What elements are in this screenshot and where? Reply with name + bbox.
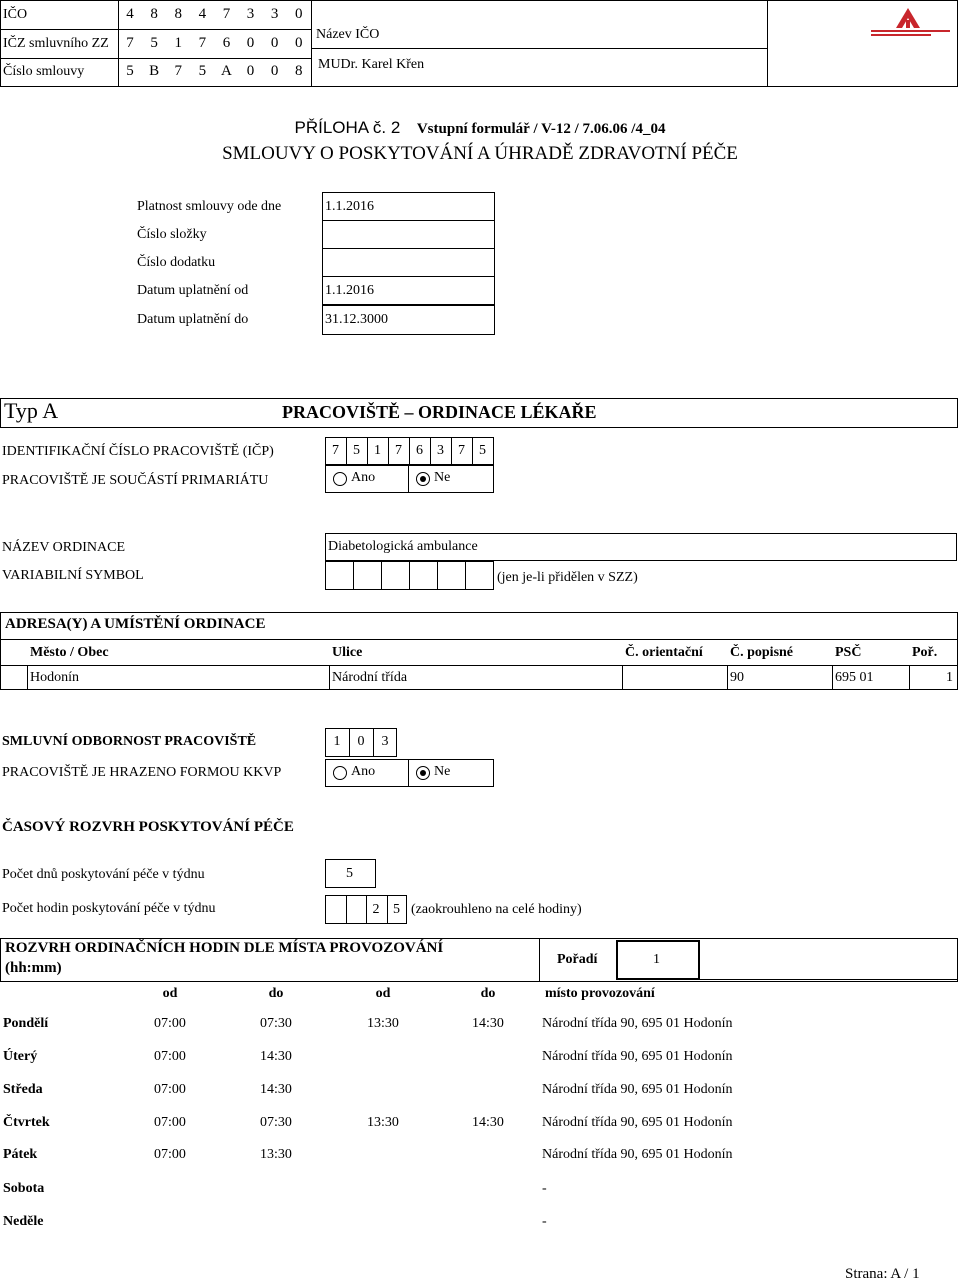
hodiny-digit: 2 [372, 902, 380, 917]
ico-digit: 3 [246, 6, 255, 22]
ordinacni-time: 07:30 [260, 1115, 292, 1130]
nazev-ordinace-label: NÁZEV ORDINACE [2, 540, 126, 555]
divider [0, 29, 311, 30]
icp-digit: 7 [332, 443, 339, 458]
icz-digit: 1 [174, 35, 182, 51]
validity-value: 1.1.2016 [325, 283, 374, 298]
adresa-column-header: Město / Obec [30, 645, 109, 660]
dny-value: 5 [346, 866, 353, 881]
divider [311, 0, 312, 87]
icp-digit: 7 [395, 443, 402, 458]
ordinacni-day: Neděle [3, 1214, 44, 1229]
validity-label: Datum uplatnění do [137, 312, 249, 327]
title-suffix: Vstupní formulář / V-12 / 7.06.06 /4_04 [416, 121, 666, 137]
divider [622, 665, 623, 690]
odbornost-digit: 0 [357, 734, 365, 749]
odbornost-digit: 1 [333, 734, 341, 749]
ico-label: IČO [3, 7, 28, 22]
validity-field[interactable] [322, 248, 495, 277]
title-line1 [0, 118, 960, 138]
ordinacni-day: Pátek [3, 1147, 38, 1162]
adresa-cell: Hodonín [30, 670, 79, 685]
ico-digit: 8 [150, 6, 158, 22]
divider [465, 561, 466, 590]
ico-digit: 3 [270, 6, 279, 22]
ordinacni-column-header: do [268, 986, 284, 1001]
primariat-ne-label: Ne [434, 470, 451, 485]
divider [409, 561, 410, 590]
ordinacni-day: Pondělí [3, 1016, 49, 1031]
adresa-column-header: PSČ [835, 645, 862, 660]
ordinacni-day: Úterý [3, 1049, 38, 1064]
ordinacni-day: Středa [3, 1082, 43, 1097]
icp-digit: 6 [416, 443, 423, 458]
validity-value: 1.1.2016 [325, 199, 374, 214]
ordinacni-misto: Národní třída 90, 695 01 Hodonín [542, 1147, 733, 1162]
kkvp-ano-radio[interactable] [333, 766, 347, 780]
adresa-cell: Národní třída [332, 670, 408, 685]
nazev-ico-value: MUDr. Karel Křen [318, 57, 425, 72]
divider [539, 938, 540, 982]
hodiny-digit: 5 [393, 902, 400, 917]
divider [329, 665, 330, 690]
ico-digit: 4 [198, 6, 207, 22]
ico-digit: 4 [126, 6, 134, 22]
ordinacni-misto: Národní třída 90, 695 01 Hodonín [542, 1115, 733, 1130]
divider [346, 895, 347, 924]
icp-digit: 1 [374, 443, 381, 458]
smlouva-digit: 7 [174, 63, 182, 79]
divider [437, 561, 438, 590]
ordinacni-misto: Národní třída 90, 695 01 Hodonín [542, 1082, 733, 1097]
divider [27, 665, 28, 690]
icz-digit: 7 [198, 35, 207, 51]
ordinacni-time: 14:30 [472, 1016, 504, 1031]
validity-label: Platnost smlouvy ode dne [137, 199, 282, 214]
vzp-logo [868, 6, 953, 40]
icp-digit: 5 [353, 443, 360, 458]
kkvp-label: PRACOVIŠTĚ JE HRAZENO FORMOU KKVP [2, 765, 282, 780]
icp-label: IDENTIFIKAČNÍ ČÍSLO PRACOVIŠTĚ (IČP) [2, 444, 274, 459]
ico-digit: 7 [222, 6, 231, 22]
primariat-ano-radio[interactable] [333, 472, 347, 486]
smlouva-digit: 5 [126, 63, 134, 79]
ordinacni-time: 07:00 [154, 1147, 186, 1162]
divider [381, 561, 382, 590]
dny-label: Počet dnů poskytování péče v týdnu [2, 867, 205, 882]
hodiny-note: (zaokrouhleno na celé hodiny) [411, 902, 582, 917]
divider [832, 665, 833, 690]
divider [727, 665, 728, 690]
divider [767, 0, 768, 87]
ordinacni-day: Sobota [3, 1181, 45, 1196]
ordinacni-misto: Národní třída 90, 695 01 Hodonín [542, 1049, 733, 1064]
adresa-column-header: Č. orientační [625, 645, 703, 660]
vs-label: VARIABILNÍ SYMBOL [2, 568, 144, 583]
adresa-column-header: Ulice [332, 645, 363, 660]
kkvp-ano-label: Ano [351, 764, 376, 779]
typ-label: Typ A [4, 398, 59, 423]
smlouva-digit: B [149, 63, 160, 79]
ordinacni-heading-line1: ROZVRH ORDINAČNÍCH HODIN DLE MÍSTA PROVOZOVÁNÍ [5, 940, 444, 956]
validity-label: Číslo dodatku [137, 255, 216, 270]
vs-note: (jen je-li přidělen v SZZ) [497, 570, 638, 585]
divider [311, 48, 767, 49]
ordinacni-misto: Národní třída 90, 695 01 Hodonín [542, 1016, 733, 1031]
divider [353, 561, 354, 590]
ordinacni-time: 07:00 [154, 1016, 186, 1031]
adresa-cell: 695 01 [835, 670, 874, 685]
divider [408, 759, 409, 787]
ordinacni-time: 13:30 [367, 1115, 399, 1130]
icp-digit: 5 [479, 443, 486, 458]
divider [700, 979, 958, 980]
ordinacni-column-header: do [480, 986, 496, 1001]
typ-heading: PRACOVIŠTĚ – ORDINACE LÉKAŘE [282, 402, 597, 422]
ordinacni-misto: - [542, 1214, 547, 1229]
icz-digit: 0 [270, 35, 279, 51]
kkvp-ne-label: Ne [434, 764, 451, 779]
primariat-ano-label: Ano [351, 470, 376, 485]
ordinacni-day: Čtvrtek [3, 1115, 50, 1130]
vzp-logo-icon [868, 6, 953, 40]
ico-digit: 8 [174, 6, 182, 22]
adresa-column-header: Č. popisné [730, 645, 794, 660]
ordinacni-time: 13:30 [367, 1016, 399, 1031]
primariat-label: PRACOVIŠTĚ JE SOUČÁSTÍ PRIMARIÁTU [2, 473, 269, 488]
divider [408, 465, 409, 493]
ordinacni-time: 14:30 [260, 1049, 292, 1064]
primariat-ne-radio[interactable] [416, 472, 430, 486]
ordinacni-heading-line2: (hh:mm) [5, 960, 62, 976]
icz-label: IČZ smluvního ZZ [3, 36, 109, 51]
icz-digit: 0 [246, 35, 255, 51]
ordinacni-column-header: místo provozování [545, 986, 655, 1001]
icp-digit: 7 [458, 443, 465, 458]
odbornost-label: SMLUVNÍ ODBORNOST PRACOVIŠTĚ [2, 734, 257, 749]
divider [0, 639, 958, 640]
ordinacni-misto: - [542, 1181, 547, 1196]
smlouva-digit: 8 [294, 63, 303, 79]
ordinacni-time: 14:30 [472, 1115, 504, 1130]
odbornost-digit: 3 [381, 734, 389, 749]
poradi-value: 1 [653, 952, 660, 967]
ordinacni-time: 07:00 [154, 1049, 186, 1064]
ordinacni-time: 07:30 [260, 1016, 292, 1031]
ordinacni-time: 14:30 [260, 1082, 292, 1097]
validity-value: 31.12.3000 [325, 312, 388, 327]
ordinacni-column-header: od [162, 986, 178, 1001]
rozvrh-heading: ČASOVÝ ROZVRH POSKYTOVÁNÍ PÉČE [2, 819, 294, 835]
divider [0, 58, 311, 59]
nazev-ico-label: Název IČO [316, 27, 380, 42]
smlouva-digit: A [221, 63, 232, 79]
validity-label: Datum uplatnění od [137, 283, 249, 298]
title-prefix: PŘÍLOHA č. 2 [294, 118, 401, 137]
smlouva-digit: 0 [246, 63, 255, 79]
ordinacni-time: 13:30 [260, 1147, 292, 1162]
page-number: Strana: A / 1 [845, 1266, 920, 1282]
ordinacni-time: 07:00 [154, 1082, 186, 1097]
smlouva-digit: 0 [270, 63, 279, 79]
cislo-smlouvy-label: Číslo smlouvy [3, 64, 85, 79]
icz-digit: 5 [150, 35, 158, 51]
validity-label: Číslo složky [137, 227, 207, 242]
smlouva-digit: 5 [198, 63, 207, 79]
ordinacni-time: 07:00 [154, 1115, 186, 1130]
adresa-cell: 1 [946, 670, 953, 685]
kkvp-ne-radio[interactable] [416, 766, 430, 780]
icp-digit: 3 [437, 443, 444, 458]
icz-digit: 0 [294, 35, 303, 51]
adresa-heading: ADRESA(Y) A UMÍSTĚNÍ ORDINACE [5, 616, 266, 632]
validity-field[interactable] [322, 220, 495, 249]
adresa-cell: 90 [730, 670, 744, 685]
ico-digit: 0 [294, 6, 303, 22]
icz-digit: 7 [126, 35, 134, 51]
icz-digit: 6 [222, 35, 231, 51]
ordinacni-column-header: od [375, 986, 391, 1001]
poradi-label: Pořadí [557, 952, 598, 967]
nazev-ordinace-value: Diabetologická ambulance [328, 539, 478, 554]
title-line2: SMLOUVY O POSKYTOVÁNÍ A ÚHRADĚ ZDRAVOTNÍ PÉČE [222, 143, 738, 164]
hodiny-label: Počet hodin poskytování péče v týdnu [2, 901, 216, 916]
adresa-column-header: Poř. [912, 645, 938, 660]
divider [0, 665, 958, 666]
